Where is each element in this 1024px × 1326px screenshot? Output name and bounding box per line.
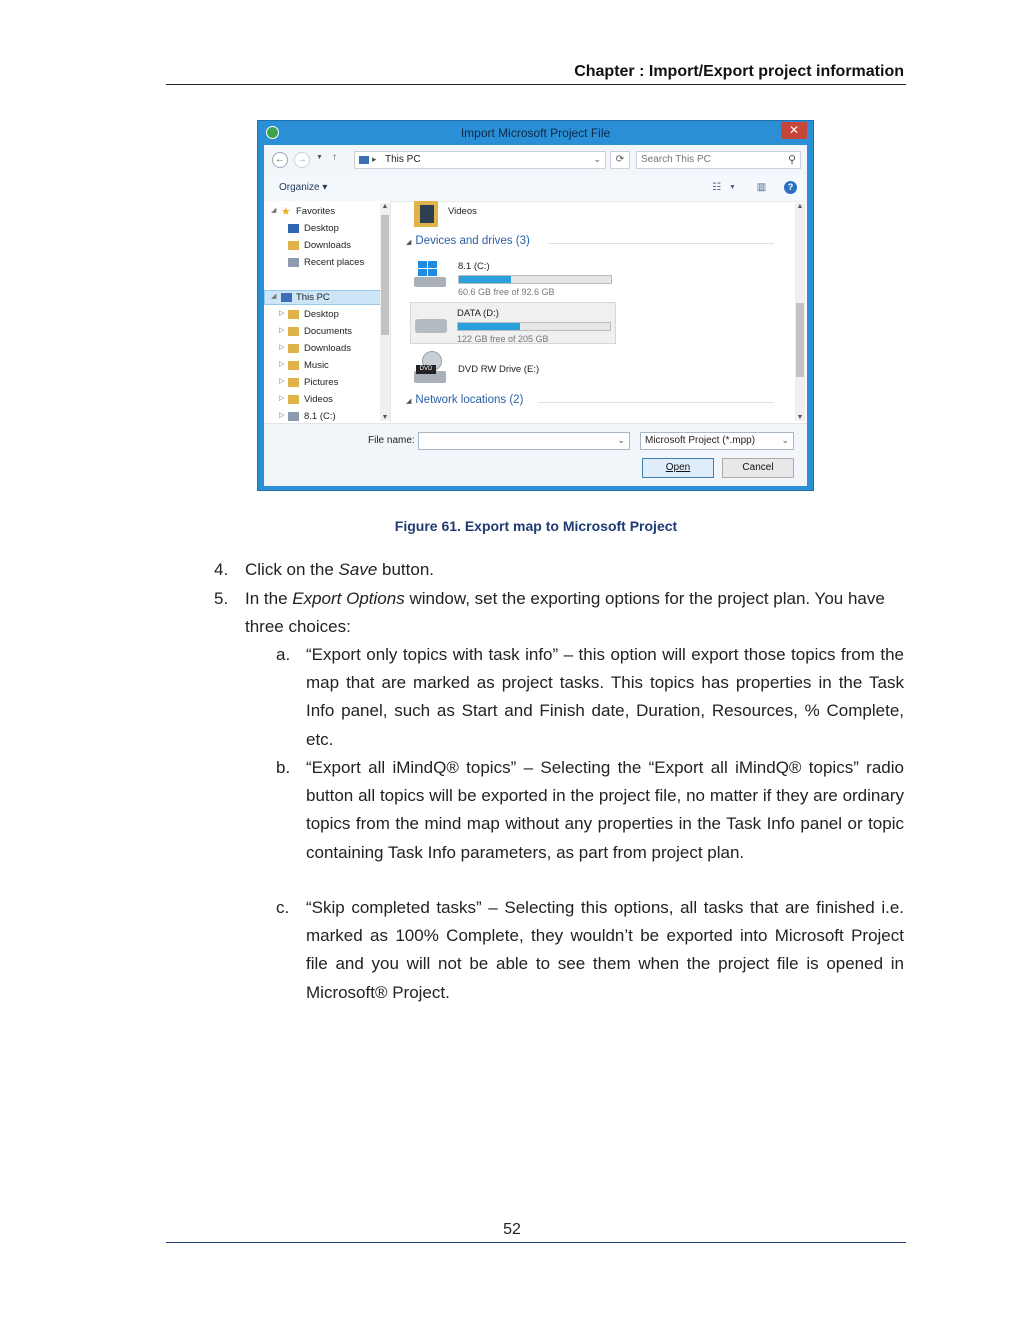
figure-caption: Figure 61. Export map to Microsoft Project xyxy=(394,518,678,534)
desktop-folder-icon xyxy=(288,310,299,319)
file-name-label: File name: xyxy=(368,435,415,446)
nav-label: Desktop xyxy=(304,223,339,234)
step-number: 5. xyxy=(214,589,229,608)
expand-arrow-icon[interactable]: ▷ xyxy=(279,344,285,351)
recent-locations-chevron-icon[interactable]: ▼ xyxy=(316,154,323,161)
sub-item-text: “Export all iMindQ® topics” – Selecting the “Export all iMindQ® topics” radio button all topics will be exported in the project file, no matter if they are ordinary topics from the mind map without any properties in the Task Info panel or topic containing Task Info parameters, as part from project plan. xyxy=(306,758,904,862)
nav-item-this-pc[interactable] xyxy=(264,290,382,305)
close-button[interactable]: ✕ xyxy=(781,122,807,139)
address-dropdown-icon[interactable]: ⌄ xyxy=(593,154,601,164)
search-input[interactable] xyxy=(636,151,801,169)
nav-label: Downloads xyxy=(304,240,351,251)
content-scrollbar[interactable] xyxy=(795,203,805,421)
drive-c-free-space: 60.6 GB free of 92.6 GB xyxy=(458,287,555,297)
drive-d-usage-fill xyxy=(458,323,520,330)
star-icon: ★ xyxy=(281,206,291,218)
dvd-drive-icon xyxy=(412,351,448,385)
group-divider xyxy=(538,402,774,403)
view-options-icon[interactable]: ☷ xyxy=(712,182,721,193)
drive-d-item[interactable] xyxy=(410,302,616,344)
content-pane xyxy=(396,201,796,423)
address-path[interactable]: This PC xyxy=(385,154,421,165)
search-placeholder: Search This PC xyxy=(641,154,711,165)
nav-label: Favorites xyxy=(296,206,336,217)
expand-arrow-icon[interactable]: ▷ xyxy=(279,412,285,419)
import-file-dialog xyxy=(257,120,814,491)
step-number: 4. xyxy=(214,560,229,579)
videos-folder-icon xyxy=(288,395,299,404)
downloads-folder-icon xyxy=(288,344,299,353)
content-scroll-thumb[interactable] xyxy=(796,303,804,377)
drive-d-free-space: 122 GB free of 205 GB xyxy=(457,334,549,344)
documents-folder-icon xyxy=(288,327,299,336)
address-bar-row xyxy=(264,145,807,176)
breadcrumb-separator: ▸ xyxy=(372,154,377,164)
nav-item-videos[interactable] xyxy=(264,393,382,408)
sub-item-letter: a. xyxy=(276,645,291,664)
step-text: window, set the exporting options for the project plan. You have three choices: xyxy=(245,589,885,636)
drive-c-usage-bar xyxy=(458,275,612,284)
dvd-drive-label: DVD RW Drive (E:) xyxy=(458,364,540,375)
downloads-icon xyxy=(288,241,299,250)
help-icon[interactable]: ? xyxy=(784,181,797,194)
drive-d-usage-bar xyxy=(457,322,611,331)
dialog-titlebar xyxy=(258,121,813,144)
sub-item-text: “Export only topics with task info” – this option will export those topics from the map that are marked as project tasks. This topics has properties in the Task Info panel, such as Start and Finish date, Duration, Resources, % Complete, etc. xyxy=(306,645,904,749)
open-button-label: Open xyxy=(665,462,691,473)
forward-arrow-icon[interactable]: → xyxy=(294,152,310,168)
videos-folder-icon xyxy=(414,201,438,227)
devices-group-header[interactable]: ◢ Devices and drives (3) xyxy=(406,235,530,247)
chevron-down-icon[interactable]: ⌄ xyxy=(617,435,625,445)
nav-item-pc-downloads[interactable] xyxy=(264,342,382,357)
search-icon: ⚲ xyxy=(787,154,796,166)
expand-arrow-icon[interactable]: ▷ xyxy=(279,327,285,334)
file-type-select[interactable] xyxy=(640,432,794,450)
windows-drive-icon xyxy=(412,261,448,287)
expand-arrow-icon[interactable]: ▷ xyxy=(279,361,285,368)
expand-arrow-icon[interactable]: ▷ xyxy=(279,395,285,402)
nav-scrollbar[interactable] xyxy=(380,203,390,421)
sub-item-letter: c. xyxy=(276,898,290,917)
desktop-icon xyxy=(288,224,299,233)
dialog-toolbar xyxy=(264,175,807,202)
music-folder-icon xyxy=(288,361,299,370)
view-dropdown-icon[interactable]: ▼ xyxy=(729,184,736,191)
chapter-title: Chapter : Import/Export project information xyxy=(574,63,904,80)
videos-folder-label: Videos xyxy=(448,206,477,217)
step-emphasis: Export Options xyxy=(292,589,405,608)
chevron-down-icon[interactable]: ⌄ xyxy=(781,435,789,445)
dialog-client xyxy=(264,145,807,485)
nav-item-desktop[interactable] xyxy=(264,222,382,237)
footer-rule xyxy=(166,1242,906,1243)
drive-c-usage-fill xyxy=(459,276,511,283)
nav-item-music[interactable] xyxy=(264,359,382,374)
nav-label: Pictures xyxy=(304,377,339,388)
nav-label: Documents xyxy=(304,326,353,337)
dialog-bottom-bar xyxy=(264,423,807,486)
step-text: In the xyxy=(245,589,293,608)
step-text: Click on the xyxy=(245,560,339,579)
scroll-down-icon[interactable]: ▼ xyxy=(381,414,389,421)
step-emphasis: Save xyxy=(338,560,378,579)
computer-icon xyxy=(359,156,369,164)
devices-group-label: Devices and drives (3) xyxy=(415,235,530,247)
network-group-label: Network locations (2) xyxy=(415,394,524,406)
nav-item-pictures[interactable] xyxy=(264,376,382,391)
dvd-badge: DVD xyxy=(416,365,436,374)
scroll-up-icon[interactable]: ▲ xyxy=(796,203,804,210)
nav-label: Videos xyxy=(304,394,333,405)
page-header xyxy=(166,60,906,85)
nav-label: Desktop xyxy=(304,309,339,320)
hard-drive-icon xyxy=(413,313,449,339)
cancel-button[interactable]: Cancel xyxy=(722,458,794,478)
pictures-folder-icon xyxy=(288,378,299,387)
nav-scroll-thumb[interactable] xyxy=(381,215,389,335)
scroll-up-icon[interactable]: ▲ xyxy=(381,203,389,210)
nav-label: 8.1 (C:) xyxy=(304,411,336,422)
nav-label: Recent places xyxy=(304,257,365,268)
drive-icon xyxy=(288,412,299,421)
nav-item-drive-c[interactable] xyxy=(264,410,382,423)
computer-icon xyxy=(281,293,292,302)
expand-arrow-icon[interactable]: ◢ xyxy=(271,207,277,214)
drive-d-name: DATA (D:) xyxy=(457,308,499,319)
nav-label: Downloads xyxy=(304,343,351,354)
drive-c-name: 8.1 (C:) xyxy=(458,261,490,272)
expand-arrow-icon[interactable]: ▷ xyxy=(279,310,285,317)
sub-item-letter: b. xyxy=(276,758,291,777)
nav-label: This PC xyxy=(296,292,330,303)
dialog-title: Import Microsoft Project File xyxy=(460,126,611,140)
preview-pane-icon[interactable]: ▥ xyxy=(756,182,767,193)
file-type-value: Microsoft Project (*.mpp) xyxy=(645,435,756,446)
nav-item-pc-desktop[interactable] xyxy=(264,308,382,323)
refresh-button[interactable]: ⟳ xyxy=(610,151,630,169)
step-text: button. xyxy=(377,560,435,579)
file-name-input[interactable] xyxy=(418,432,630,450)
nav-item-downloads[interactable] xyxy=(264,239,382,254)
group-divider xyxy=(548,243,774,244)
navigation-pane xyxy=(264,201,391,423)
network-group-header[interactable]: ◢ Network locations (2) xyxy=(406,394,524,406)
expand-arrow-icon[interactable]: ◢ xyxy=(271,293,277,300)
scroll-down-icon[interactable]: ▼ xyxy=(796,414,804,421)
sub-item-text: “Skip completed tasks” – Selecting this options, all tasks that are finished i.e. marked as 100% Complete, they wouldn’t be exported into Microsoft Project file and you will not be able to see them when the project file is opened in Microsoft® Project. xyxy=(306,898,904,1002)
recent-places-icon xyxy=(288,258,299,267)
organize-button[interactable]: Organize ▾ xyxy=(279,182,328,193)
nav-label: Music xyxy=(304,360,329,371)
up-arrow-icon[interactable]: ↑ xyxy=(332,152,337,163)
open-button[interactable] xyxy=(642,458,714,478)
address-bar[interactable] xyxy=(354,151,606,169)
page-number: 52 xyxy=(503,1221,521,1238)
nav-item-favorites[interactable] xyxy=(264,205,382,220)
expand-arrow-icon[interactable]: ▷ xyxy=(279,378,285,385)
nav-item-recent-places[interactable] xyxy=(264,256,382,271)
back-arrow-icon[interactable]: ← xyxy=(272,152,288,168)
nav-item-documents[interactable] xyxy=(264,325,382,340)
